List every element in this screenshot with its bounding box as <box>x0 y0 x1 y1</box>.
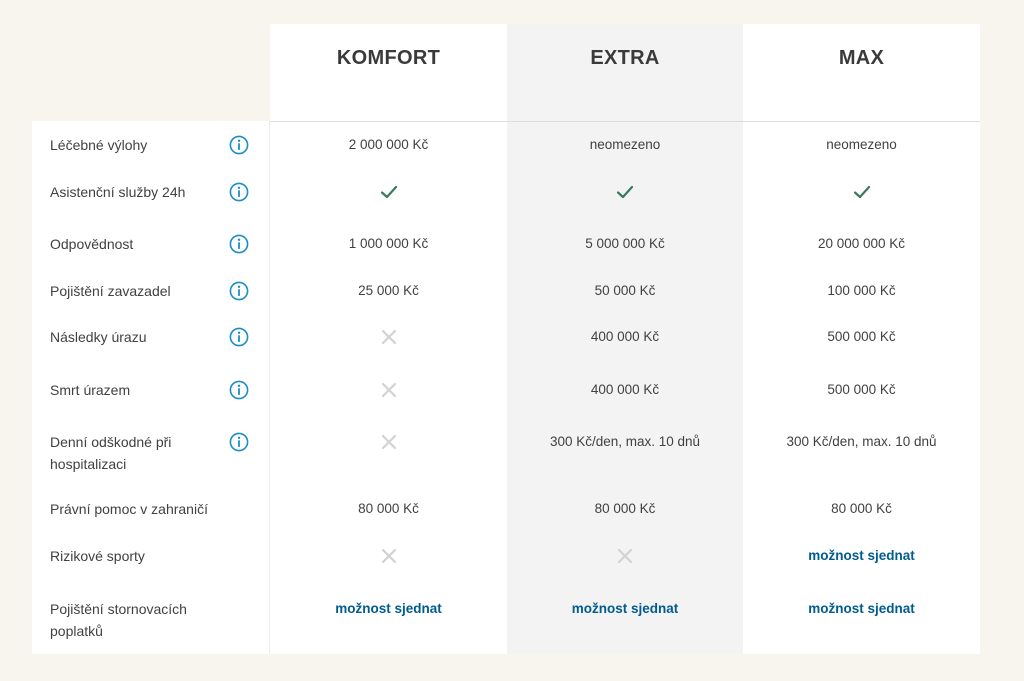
check-icon <box>743 181 980 203</box>
info-icon[interactable] <box>229 432 249 452</box>
info-icon[interactable] <box>229 135 249 155</box>
cross-icon <box>270 326 507 348</box>
table-cell: 300 Kč/den, max. 10 dnů <box>549 434 701 449</box>
row-label: Pojištění stornovacích poplatků <box>50 601 187 639</box>
table-cell: 80 000 Kč <box>358 501 419 516</box>
option-link-komfort[interactable]: možnost sjednat <box>335 601 442 616</box>
table-cell: 300 Kč/den, max. 10 dnů <box>786 434 937 449</box>
table-cell: 20 000 000 Kč <box>817 236 906 251</box>
table-cell: 2 000 000 Kč <box>348 137 429 152</box>
info-icon[interactable] <box>229 182 249 202</box>
cross-icon <box>270 545 507 567</box>
table-cell: 100 000 Kč <box>827 283 896 298</box>
info-icon[interactable] <box>229 281 249 301</box>
cross-icon <box>507 545 743 567</box>
option-link-max[interactable]: možnost sjednat <box>808 548 915 563</box>
row-label: Asistenční služby 24h <box>50 184 186 200</box>
plan-title-extra: EXTRA <box>590 47 660 69</box>
table-cell: 5 000 000 Kč <box>585 236 665 251</box>
row-label: Pojištění zavazadel <box>50 283 171 299</box>
cross-icon <box>270 379 507 401</box>
table-cell: neomezeno <box>826 137 897 152</box>
table-cell: 500 000 Kč <box>827 329 896 344</box>
table-cell: 80 000 Kč <box>594 501 656 516</box>
table-cell <box>743 598 980 620</box>
row-label: Léčebné výlohy <box>50 137 148 153</box>
info-icon[interactable] <box>229 327 249 347</box>
table-cell: 1 000 000 Kč <box>348 236 429 251</box>
option-link-max[interactable]: možnost sjednat <box>808 601 915 616</box>
row-label: Odpovědnost <box>50 236 134 252</box>
table-cell: 50 000 Kč <box>594 283 656 298</box>
row-label: Rizikové sporty <box>50 548 145 564</box>
cross-icon <box>270 431 507 453</box>
row-label: Denní odškodné při hospitalizaci <box>50 434 172 472</box>
row-label: Právní pomoc v zahraničí <box>50 501 208 517</box>
table-cell: 25 000 Kč <box>358 283 419 298</box>
plan-title-komfort: KOMFORT <box>336 47 441 69</box>
table-cell: 500 000 Kč <box>827 382 896 397</box>
table-cell <box>270 598 507 620</box>
table-cell: 400 000 Kč <box>590 382 660 397</box>
info-icon[interactable] <box>229 380 249 400</box>
table-cell: 80 000 Kč <box>831 501 892 516</box>
option-link-extra[interactable]: možnost sjednat <box>571 601 679 616</box>
check-icon <box>507 181 743 203</box>
table-cell: neomezeno <box>589 137 661 152</box>
info-icon[interactable] <box>229 234 249 254</box>
row-label: Následky úrazu <box>50 329 147 345</box>
table-cell <box>507 598 743 620</box>
plan-title-max: MAX <box>838 47 885 69</box>
header-divider <box>270 121 980 122</box>
table-cell <box>743 545 980 567</box>
table-cell: 400 000 Kč <box>590 329 660 344</box>
row-label: Smrt úrazem <box>50 382 131 398</box>
check-icon <box>270 181 507 203</box>
